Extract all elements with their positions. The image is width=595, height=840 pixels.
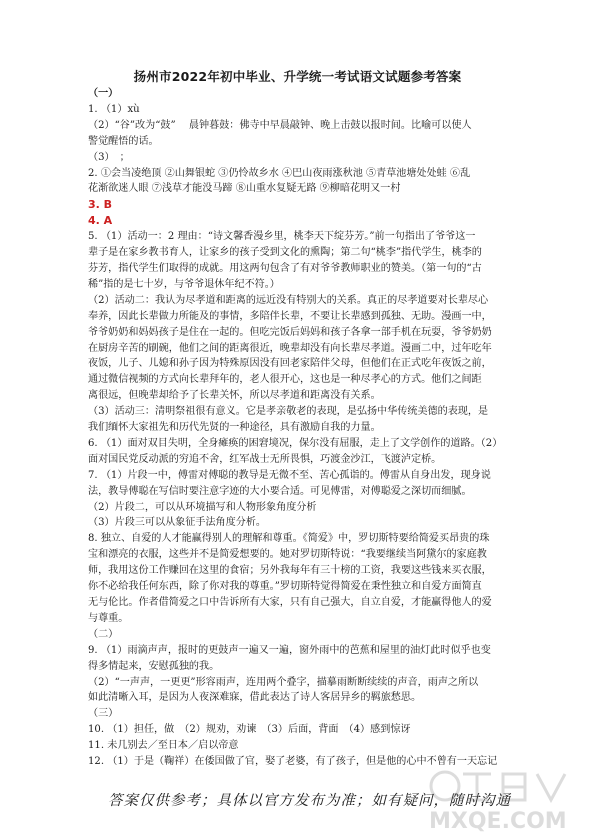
answer-line: （3）片段三可以从象征手法角度分析。: [88, 517, 267, 529]
answer-line: （2）“谷”改为“鼓” 晨钟暮鼓：佛寺中早晨敲钟、晚上击鼓以报时间。比喻可以使人: [88, 119, 472, 131]
answer-line: 8. 独立、自爱的人才能赢得别人的理解和尊重。《简爱》中，罗切斯特要给简爱买昂贵的珠: [88, 533, 490, 545]
answer-line: 师，我用这份工作赚回在这里的食宿；另外我每年有三十榜的工资，我要这些钱来买衣服，: [88, 565, 492, 577]
answer-line: 辈子是在家乡教书育人，让家乡的孩子受到文化的熏陶；第二句“桃李”指代学生，桃李的: [88, 247, 482, 259]
answer-line: 与尊重。: [88, 612, 129, 624]
answer-line: 2. ①会当凌绝顶 ②山舞银蛇 ③仍怜故乡水 ④巴山夜雨涨秋池 ⑤青草池塘处处蛙 ⑥乱: [88, 167, 471, 179]
answer-line: 爷爷奶奶和妈妈孩子是住在一起的。但吃完饭后妈妈和孩子各拿一部手机在玩耍，爷爷奶奶: [88, 326, 492, 338]
answer-line: 6. （1）面对双目失明，全身瘫痪的困窘境况，保尔没有屈服，走上了文学创作的道路。（2）: [88, 437, 503, 449]
answer-line: （2）片段二，可以从环境描写和人物形象角度分析: [88, 501, 317, 513]
section-heading-3: （三）: [88, 708, 119, 720]
answer-line: 面对国民党反动派的穷追不舍，红军战士无所畏惧，巧渡金沙江，飞渡泸定桥。: [88, 453, 442, 465]
answer-line: 1. （1）xù: [88, 103, 140, 115]
answer-line: 我们缅怀大家祖先和历代先贤的一种途径，具有激励自我的力量。: [88, 422, 381, 434]
answer-line: 得多情起来，安慰孤独的我。: [88, 660, 220, 672]
answer-line: 无与伦比。作者借简爱之口中告诉所有大家，只有自己强大，自立自爱，才能赢得他人的爱: [88, 597, 492, 608]
answer-line: 10. （1）担任，做 （2）规劝，劝谏 （3）后面，背面 （4）感到惊讶: [88, 724, 411, 736]
answer-line: 你不必给我任何东西，除了你对我的尊重。”罗切斯特觉得简爱在秉性独立和自爱方面简直: [88, 581, 482, 593]
answer-line: 5. （1）活动一：2 理由：“诗文馨香漫乡里，桃李天下绽芬芳。”前一句指出了爷爷这一: [88, 231, 476, 243]
disclaimer-footer: 答案仅供参考；具体以官方发布为准；如有疑问，随时沟通: [108, 793, 511, 809]
section-heading-1: （一）: [88, 88, 119, 99]
answer-line: 法，教导傅聪在写信时要注意字迹的大小要合适。可见傅雷，对傅聪爱之深切而细腻。: [88, 485, 472, 497]
answer-line: 夜饭，儿子、儿媳和孙子因为特殊原因没有回老家陪伴父母，但他们在正式吃年夜饭之前，: [88, 358, 492, 370]
answer-line: 奉养，因此长辈做力所能及的事情，多陪伴长辈，不要让长辈感到孤独、无助。漫画一中，: [88, 310, 492, 322]
section-heading-2: （二）: [88, 628, 119, 640]
answer-line: 11. 未几别去／至日本／启以帝意: [88, 740, 239, 752]
answer-line: （3）活动三：清明祭祖很有意义。它是孝亲敬老的表现，是弘扬中华传统美德的表现，是: [88, 406, 489, 418]
answer-choice-3: 3. B: [88, 198, 113, 212]
answer-line: 通过微信视频的方式向长辈拜年的，老人很开心，这也是一种尽孝心的方式。他们之间距: [88, 374, 482, 386]
answer-line: 12. （1）于是（鞠祥）在倭国做了官，娶了老婆，有了孩子，但是他的心中不曾有一天忘记: [88, 756, 498, 768]
answer-line: （3） ；: [88, 151, 130, 163]
watermark-logo: [423, 764, 583, 834]
answer-line: 9. （1）雨滴声声，报时的更鼓声一遍又一遍，窗外雨中的芭蕉和屋里的油灯此时似乎也变: [88, 644, 491, 656]
answer-body: [88, 86, 518, 770]
document-title: 扬州市2022年初中毕业、升学统一考试语文试题参考答案: [133, 69, 462, 84]
answer-line: （2）“一声声，一更更”形容雨声，连用两个叠字，描摹雨断断续续的声音，雨声之所以: [88, 676, 479, 688]
watermark-text: MXQE.COM: [429, 809, 567, 834]
answer-line: 花渐欲迷人眼 ⑦浅草才能没马蹄 ⑧山重水复疑无路 ⑨柳暗花明又一村: [88, 183, 401, 195]
answer-line: 离很远，但晚辈却给予了长辈关怀，所以尽孝道和距离没有关系。: [88, 390, 381, 402]
answer-line: 稀”指的是七十岁，与爷爷退休年纪不符。）: [88, 278, 280, 290]
answer-line: 在厨房辛苦的刷碗，他们之间的距离很近，晚辈却没有向长辈尽孝道。漫画二中，过年吃年: [88, 342, 492, 354]
answer-line: 如此清晰入耳，是因为人夜深难寐，借此表达了诗人客居异乡的羁旅愁思。: [88, 692, 422, 704]
answer-line: 警觉醒悟的话。: [88, 135, 159, 147]
answer-choice-4: 4. A: [88, 214, 113, 228]
answer-line: 7. （1）片段一中，傅雷对傅聪的教导是无微不至、苦心孤诣的。傅雷从自身出发，现身说: [88, 469, 491, 481]
answer-line: 宝和漂亮的衣服，这些并不是简爱想要的。她对罗切斯特说：“我要继续当阿黛尔的家庭教: [88, 549, 487, 561]
answer-line: （2）活动二：我认为尽孝道和距离的远近没有特别大的关系。真正的尽孝道要对长辈尽心: [88, 294, 489, 306]
answer-line: 芬芳，指代学生们取得的成就。用这两句包含了有对爷爷教师职业的赞美。（第一句的“古: [88, 262, 482, 274]
